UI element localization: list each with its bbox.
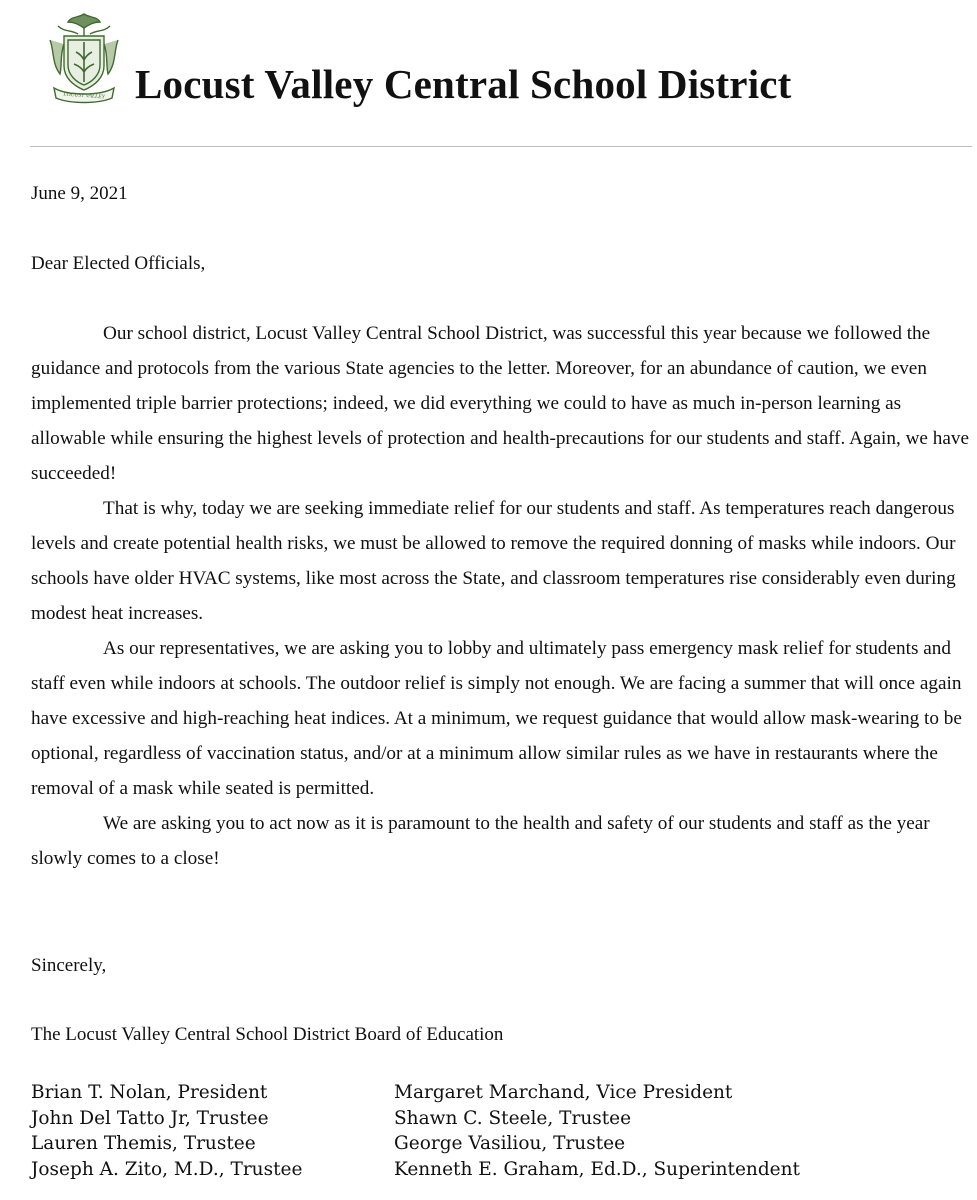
board-name: The Locust Valley Central School District Board of Education (31, 1024, 504, 1045)
signatory: Shawn C. Steele, Trustee (394, 1107, 632, 1129)
closing: Sincerely, (31, 955, 107, 976)
letterhead (0, 0, 977, 150)
district-crest-logo (44, 10, 124, 106)
signatory: John Del Tatto Jr, Trustee (31, 1107, 269, 1129)
district-name: Locust Valley Central School District (135, 61, 792, 107)
signatory: George Vasiliou, Trustee (394, 1133, 626, 1154)
signatory: Lauren Themis, Trustee (31, 1133, 256, 1154)
letter-body (31, 316, 971, 876)
salutation: Dear Elected Officials, (31, 253, 206, 274)
body-paragraph-1: Our school district, Locust Valley Central School District, was successful this year because we followed the guidance and protocols from the various State agencies to the letter. Moreover, for an abundance of caution, we even implemented triple barrier protections; indeed, we did everything we could to have as much in-person learning as allowable while ensuring the highest levels of protection and health-precautions for our students and staff. Again, we have succeeded! (31, 323, 969, 484)
body-paragraph-4: We are asking you to act now as it is paramount to the health and safety of our students and staff as the year slowly comes to a close! (31, 813, 930, 869)
signatory: Brian T. Nolan, President (31, 1082, 268, 1103)
signatory: Kenneth E. Graham, Ed.D., Superintendent (394, 1158, 800, 1180)
signatory: Margaret Marchand, Vice President (394, 1082, 733, 1103)
body-paragraph-2: That is why, today we are seeking immediate relief for our students and staff. As temperatures reach dangerous levels and create potential health risks, we must be allowed to remove the required donning of masks while indoors. Our schools have older HVAC systems, like most across the State, and classroom temperatures rise considerably even during modest heat increases. (31, 498, 956, 624)
body-paragraph-3: As our representatives, we are asking you to lobby and ultimately pass emergency mask relief for students and staff even while indoors at schools. The outdoor relief is simply not enough. We are facing a summer that will once again have excessive and high-reaching heat indices. At a minimum, we request guidance that would allow mask-wearing to be optional, regardless of vaccination status, and/or at a minimum allow similar rules as we have in restaurants where the removal of a mask while seated is permitted. (31, 638, 962, 799)
header-divider (30, 146, 972, 147)
crest-motto: LOCUST VALLEY (63, 91, 105, 101)
signatory: Joseph A. Zito, M.D., Trustee (31, 1158, 303, 1180)
signatory-list (31, 1080, 814, 1182)
letter-date: June 9, 2021 (31, 183, 128, 204)
